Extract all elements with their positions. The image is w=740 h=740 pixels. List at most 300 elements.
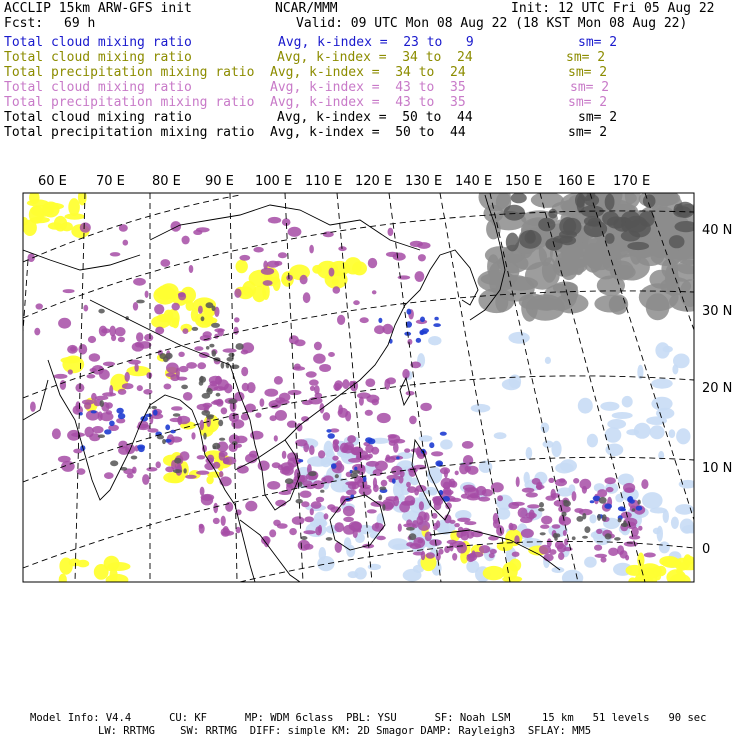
- cloud-blob: [644, 553, 656, 558]
- cloud-blob: [332, 456, 338, 461]
- cloud-blob: [343, 517, 354, 522]
- cloud-blob: [646, 416, 667, 425]
- cloud-blob: [191, 432, 195, 439]
- cloud-blob: [403, 523, 416, 527]
- cloud-blob: [594, 545, 602, 551]
- cloud-blob: [440, 432, 447, 436]
- cloud-blob: [670, 574, 691, 589]
- cloud-blob: [201, 316, 205, 321]
- cloud-blob: [133, 278, 146, 286]
- cloud-blob: [118, 337, 125, 342]
- cloud-blob: [418, 254, 426, 261]
- cloud-blob: [572, 536, 576, 540]
- cloud-blob: [632, 508, 635, 511]
- cloud-blob: [88, 336, 96, 343]
- cloud-blob: [425, 532, 432, 542]
- cloud-blob: [303, 443, 309, 452]
- cloud-blob: [138, 446, 145, 452]
- legend-sm-4: sm= 2: [570, 80, 610, 95]
- cloud-blob: [145, 291, 149, 298]
- valid-time: Valid: 09 UTC Mon 08 Aug 22 (18 KST Mon 08 Aug 22): [296, 16, 688, 31]
- cloud-blob: [595, 554, 608, 558]
- legend-avg-4: Avg, k-index = 43 to 35: [270, 80, 466, 95]
- cloud-blob: [634, 423, 651, 439]
- cloud-blob: [563, 530, 567, 536]
- cloud-blob: [236, 343, 244, 350]
- cloud-blob: [561, 512, 566, 517]
- cloud-blob: [335, 474, 339, 478]
- cloud-blob: [455, 471, 459, 476]
- cloud-blob: [319, 547, 327, 560]
- cloud-blob: [314, 342, 322, 351]
- cloud-blob: [612, 412, 633, 419]
- cloud-blob: [268, 217, 281, 224]
- cloud-blob: [298, 459, 303, 462]
- cloud-blob: [443, 487, 451, 493]
- cloud-blob: [377, 413, 391, 423]
- cloud-blob: [393, 481, 404, 498]
- cloud-blob: [531, 298, 562, 311]
- cloud-blob: [98, 434, 105, 438]
- cloud-blob: [539, 502, 544, 508]
- cloud-blob: [452, 553, 457, 561]
- cloud-blob: [178, 352, 184, 357]
- cloud-blob: [372, 290, 377, 294]
- cloud-blob: [228, 353, 234, 357]
- latitude-labels: [702, 223, 732, 557]
- cloud-blob: [309, 445, 315, 455]
- cloud-blob: [601, 557, 607, 563]
- cloud-blob: [508, 502, 519, 509]
- cloud-blob: [331, 463, 337, 469]
- legend-sm-3: sm= 2: [568, 65, 608, 80]
- cloud-blob: [522, 488, 535, 493]
- cloud-blob: [261, 268, 274, 275]
- cloud-blob: [618, 506, 625, 511]
- longitude-label: 160 E: [558, 174, 596, 189]
- latitude-label: 40 N: [702, 223, 733, 238]
- cloud-blob: [213, 503, 218, 513]
- cloud-blob: [59, 574, 67, 586]
- cloud-blob: [590, 500, 595, 503]
- cloud-blob: [555, 541, 564, 550]
- cloud-blob: [388, 228, 394, 236]
- cloud-blob: [642, 492, 663, 509]
- cloud-blob: [669, 235, 685, 248]
- cloud-blob: [388, 434, 397, 438]
- cloud-blob: [651, 379, 672, 389]
- cloud-blob: [379, 487, 386, 491]
- cloud-blob: [300, 491, 312, 498]
- cloud-blob: [336, 460, 342, 471]
- cloud-blob: [176, 368, 180, 379]
- cloud-blob: [618, 518, 622, 522]
- cloud-blob: [319, 364, 331, 372]
- longitude-label: 90 E: [205, 174, 234, 189]
- cloud-blob: [48, 222, 63, 229]
- cloud-blob: [420, 317, 425, 323]
- cloud-blob: [354, 467, 357, 471]
- cloud-blob: [303, 292, 311, 303]
- cloud-blob: [151, 406, 157, 409]
- cloud-blob: [316, 497, 324, 503]
- longitude-label: 120 E: [355, 174, 393, 189]
- cloud-blob: [605, 533, 612, 539]
- cloud-blob: [589, 514, 596, 523]
- cloud-blob: [541, 423, 550, 433]
- fcst-value: 69 h: [64, 16, 96, 31]
- cloud-blob: [434, 317, 438, 321]
- cloud-blob: [483, 566, 505, 580]
- cloud-blob: [378, 495, 382, 501]
- cloud-blob: [326, 537, 333, 541]
- cloud-blob: [89, 353, 100, 362]
- cloud-blob: [548, 478, 554, 483]
- cloud-blob: [306, 371, 317, 377]
- cloud-blob: [574, 508, 583, 513]
- cloud-blob: [104, 472, 114, 479]
- cloud-blob: [220, 476, 232, 486]
- cloud-blob: [608, 548, 618, 556]
- cloud-blob: [381, 480, 388, 487]
- cloud-blob: [372, 399, 379, 406]
- cloud-blob: [663, 510, 669, 523]
- cloud-blob: [497, 495, 503, 501]
- latitude-label: 20 N: [702, 381, 733, 396]
- cloud-blob: [426, 552, 435, 558]
- cloud-blob: [153, 410, 158, 416]
- cloud-blob: [200, 376, 204, 382]
- cloud-blob: [206, 458, 214, 464]
- cloud-blob: [214, 386, 226, 391]
- cloud-blob: [587, 434, 598, 448]
- cloud-blob: [221, 528, 231, 537]
- cloud-blob: [424, 512, 430, 522]
- cloud-blob: [459, 463, 468, 474]
- cloud-blob: [282, 451, 287, 459]
- cloud-blob: [512, 552, 520, 557]
- cloud-blob: [427, 467, 442, 484]
- cloud-blob: [524, 472, 530, 485]
- cloud-blob: [382, 504, 385, 511]
- cloud-blob: [106, 402, 113, 408]
- cloud-blob: [525, 232, 536, 244]
- cloud-blob: [540, 532, 546, 535]
- cloud-blob: [545, 496, 556, 501]
- cloud-blob: [382, 324, 393, 334]
- cloud-blob: [605, 233, 615, 244]
- cloud-blob: [350, 473, 358, 478]
- cloud-blob: [278, 252, 287, 258]
- cloud-blob: [576, 516, 583, 522]
- cloud-blob: [219, 471, 223, 477]
- cloud-blob: [156, 461, 161, 468]
- cloud-blob: [209, 344, 214, 348]
- legend-sm-7: sm= 2: [568, 125, 608, 140]
- cloud-blob: [320, 490, 324, 493]
- cloud-blob: [671, 517, 679, 529]
- cloud-blob: [537, 482, 542, 491]
- cloud-blob: [506, 233, 519, 252]
- cloud-blob: [92, 426, 103, 433]
- cloud-blob: [669, 429, 676, 438]
- cloud-blob: [231, 419, 244, 428]
- cloud-blob: [289, 335, 299, 344]
- cloud-blob: [31, 205, 54, 217]
- cloud-blob: [247, 382, 256, 393]
- cloud-blob: [334, 380, 343, 389]
- cloud-blob: [239, 255, 250, 261]
- cloud-blob: [172, 317, 179, 328]
- cloud-blob: [368, 564, 381, 570]
- cloud-blob: [347, 435, 356, 443]
- cloud-blob: [419, 330, 424, 335]
- cloud-blob: [101, 328, 110, 333]
- cloud-blob: [602, 211, 619, 225]
- cloud-blob: [638, 526, 642, 531]
- longitude-label: 70 E: [96, 174, 125, 189]
- cloud-blob: [548, 209, 557, 219]
- cloud-blob: [563, 500, 568, 504]
- cloud-blob: [162, 439, 166, 444]
- cloud-blob: [52, 428, 61, 439]
- cloud-blob: [311, 501, 322, 509]
- cloud-blob: [309, 397, 323, 405]
- cloud-blob: [471, 404, 491, 413]
- cloud-blob: [552, 567, 565, 573]
- init-time: Init: 12 UTC Fri 05 Aug 22: [511, 1, 715, 16]
- legend-sm-2: sm= 2: [566, 50, 606, 65]
- longitude-label: 60 E: [38, 174, 67, 189]
- cloud-blob: [19, 217, 28, 226]
- cloud-blob: [538, 218, 555, 232]
- cloud-blob: [392, 478, 396, 483]
- cloud-blob: [635, 576, 654, 586]
- cloud-blob: [613, 254, 650, 281]
- cloud-blob: [375, 522, 379, 529]
- cloud-blob: [622, 396, 633, 408]
- cloud-blob: [125, 372, 130, 382]
- cloud-blob: [333, 440, 338, 451]
- cloud-blob: [200, 487, 205, 496]
- cloud-blob: [106, 410, 112, 414]
- legend-field-2: Total cloud mixing ratio: [4, 50, 192, 65]
- cloud-blob: [600, 402, 619, 411]
- cloud-blob: [646, 293, 670, 320]
- longitude-labels: [38, 174, 650, 189]
- cloud-blob: [215, 376, 222, 385]
- cloud-blob: [452, 541, 466, 548]
- cloud-blob: [416, 338, 421, 343]
- cloud-blob: [109, 421, 115, 427]
- cloud-blob: [275, 397, 285, 403]
- cloud-blob: [123, 240, 129, 246]
- cloud-blob: [65, 213, 85, 219]
- cloud-blob: [386, 496, 399, 501]
- cloud-blob: [267, 481, 280, 490]
- cloud-blob: [166, 373, 176, 377]
- cloud-blob: [438, 549, 443, 555]
- cloud-blob: [467, 495, 481, 501]
- cloud-blob: [509, 375, 521, 389]
- cloud-blob: [134, 363, 138, 371]
- cloud-blob: [440, 439, 453, 449]
- cloud-blob: [621, 523, 629, 527]
- cloud-blob: [465, 487, 476, 492]
- cloud-blob: [183, 468, 186, 473]
- cloud-blob: [329, 268, 335, 277]
- cloud-blob: [181, 385, 188, 390]
- cloud-blob: [413, 552, 424, 556]
- cloud-blob: [189, 265, 194, 273]
- cloud-blob: [168, 473, 185, 484]
- cloud-blob: [454, 523, 460, 527]
- cloud-blob: [301, 536, 308, 540]
- cloud-blob: [516, 477, 520, 488]
- cloud-blob: [98, 309, 104, 314]
- cloud-blob: [407, 309, 412, 315]
- cloud-blob: [70, 346, 76, 351]
- cloud-blob: [253, 247, 263, 253]
- cloud-blob: [231, 365, 239, 370]
- cloud-blob: [337, 315, 345, 325]
- cloud-blob: [34, 328, 40, 336]
- cloud-blob: [292, 516, 305, 525]
- cloud-blob: [680, 279, 701, 307]
- cloud-blob: [563, 547, 572, 551]
- cloud-blob: [396, 456, 400, 459]
- cloud-blob: [61, 222, 73, 231]
- cloud-blob: [309, 379, 319, 385]
- cloud-blob: [274, 435, 278, 441]
- cloud-blob: [228, 399, 237, 404]
- cloud-blob: [211, 323, 220, 328]
- cloud-blob: [652, 566, 662, 575]
- cloud-blob: [541, 516, 552, 525]
- cloud-blob: [300, 275, 308, 285]
- cloud-blob: [584, 557, 597, 568]
- cloud-blob: [131, 456, 138, 460]
- cloud-blob: [354, 567, 366, 579]
- cloud-blob: [219, 452, 225, 460]
- cloud-blob: [338, 246, 346, 251]
- cloud-blob: [165, 353, 172, 359]
- cloud-blob: [227, 357, 234, 362]
- cloud-blob: [368, 438, 376, 444]
- model-title: ACCLIP 15km ARW-GFS init: [4, 1, 192, 16]
- cloud-blob: [143, 389, 152, 395]
- cloud-blob: [269, 529, 276, 537]
- cloud-blob: [494, 432, 507, 439]
- cloud-blob: [466, 554, 474, 562]
- cloud-blob: [68, 369, 73, 374]
- cloud-blob: [677, 260, 703, 275]
- cloud-blob: [404, 448, 410, 452]
- cloud-blob: [683, 556, 695, 565]
- cloud-blob: [160, 259, 170, 267]
- cloud-blob: [171, 221, 182, 232]
- cloud-blob: [346, 490, 357, 496]
- cloud-blob: [429, 442, 434, 448]
- legend-field-4: Total cloud mixing ratio: [4, 80, 192, 95]
- cloud-blob: [194, 346, 203, 351]
- cloud-blob: [173, 469, 182, 473]
- cloud-blob: [110, 460, 118, 466]
- cloud-blob: [489, 553, 495, 558]
- cloud-blob: [406, 527, 415, 531]
- cloud-blob: [206, 476, 213, 485]
- cloud-blob: [479, 545, 490, 553]
- cloud-blob: [136, 300, 145, 304]
- cloud-blob: [607, 419, 626, 429]
- footer-model-info: Model Info: V4.4 CU: KF MP: WDM 6class PBL: YSU SF: Noah LSM 15 km 51 levels 90 sec: [30, 712, 707, 724]
- cloud-blob: [63, 289, 75, 293]
- cloud-blob: [132, 467, 137, 474]
- cloud-blob: [328, 352, 335, 357]
- cloud-blob: [406, 542, 414, 547]
- cloud-blob: [199, 524, 204, 529]
- cloud-blob: [641, 479, 648, 489]
- cloud-blob: [286, 275, 293, 281]
- cloud-blob: [82, 400, 94, 405]
- cloud-blob: [467, 466, 479, 475]
- footer-physics-info: LW: RRTMG SW: RRTMG DIFF: simple KM: 2D Smagor DAMP: Rayleigh3 SFLAY: MM5: [98, 725, 592, 737]
- legend-sm-1: sm= 2: [578, 35, 618, 50]
- cloud-blob: [213, 518, 220, 524]
- cloud-blob: [137, 385, 143, 391]
- cloud-blob: [177, 416, 182, 425]
- cloud-blob: [318, 450, 325, 458]
- cloud-blob: [509, 559, 521, 572]
- cloud-blob: [196, 471, 209, 475]
- cloud-blob: [602, 514, 607, 521]
- cloud-blob: [503, 277, 538, 291]
- cloud-blob: [606, 487, 614, 492]
- cloud-blob: [340, 443, 349, 453]
- cloud-blob: [323, 475, 334, 483]
- cloud-blob: [87, 374, 96, 378]
- cloud-blob: [558, 552, 564, 560]
- cloud-blob: [597, 514, 601, 521]
- cloud-blob: [407, 339, 412, 345]
- cloud-blob: [206, 414, 214, 417]
- cloud-blob: [171, 406, 183, 411]
- cloud-blob: [540, 525, 549, 529]
- cloud-blob: [417, 539, 423, 544]
- cloud-blob: [398, 524, 402, 532]
- cloud-blob: [505, 529, 522, 546]
- cloud-blob: [596, 529, 602, 534]
- cloud-blob: [219, 438, 225, 441]
- cloud-blob: [221, 407, 228, 414]
- cloud-blob: [399, 475, 404, 483]
- legend-avg-6: Avg, k-index = 50 to 44: [277, 110, 473, 125]
- cloud-blob: [174, 458, 181, 464]
- cloud-blob: [676, 428, 690, 444]
- cloud-blob: [200, 335, 212, 341]
- cloud-blob: [135, 342, 142, 348]
- cloud-blob: [241, 350, 249, 355]
- longitude-label: 80 E: [152, 174, 181, 189]
- cloud-blob: [60, 380, 66, 390]
- cloud-blob: [289, 528, 297, 535]
- cloud-blob: [420, 403, 432, 411]
- cloud-blob: [551, 441, 561, 457]
- latitude-label: 0: [702, 542, 711, 557]
- cloud-blob: [625, 216, 647, 233]
- cloud-blob: [328, 433, 335, 439]
- cloud-blob: [334, 522, 344, 532]
